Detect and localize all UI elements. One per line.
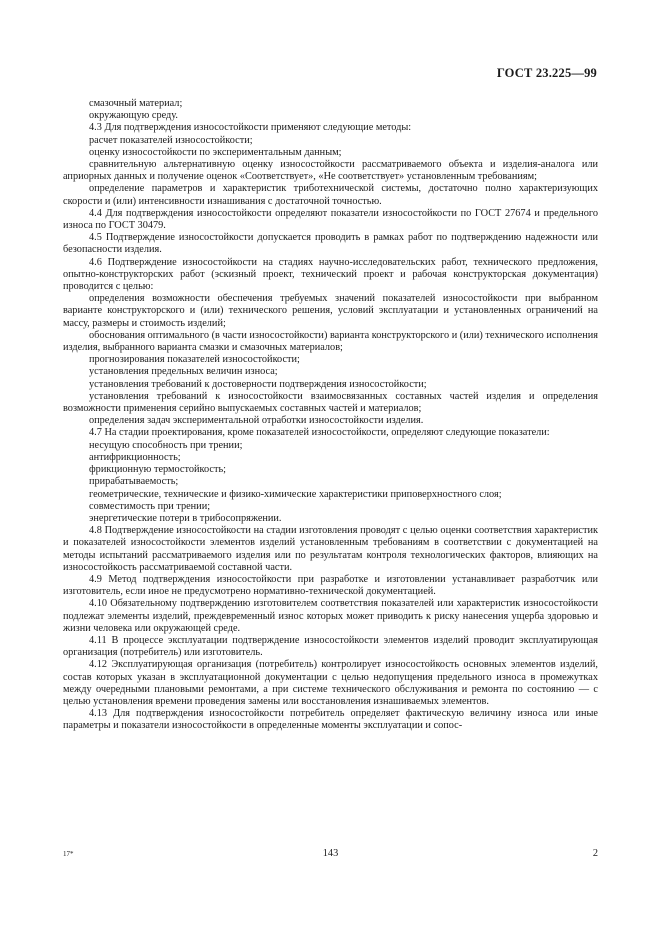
paragraph: окружающую среду. — [89, 110, 178, 122]
paragraph: смазочный материал; — [89, 98, 183, 109]
paragraph: сравнительную альтернативную оценку износостойкости рассматриваемого объекта и изделия-аналога или априорных данных и получение оценок «Соответствует», «Не соответствует» установленным требованиям; — [63, 159, 598, 183]
standard-header: ГОСТ 23.225—99 — [496, 66, 597, 80]
paragraph: 4.6 Подтверждение износостойкости на стадиях научно-исследовательских работ, технического предложения, опытно-конструкторских работ (эскизный проект, технический проект и рабочая конструкторская документация) проводится с целью: — [63, 256, 598, 293]
paragraph: 4.9 Метод подтверждения износостойкости при разработке и изготовлении устанавливает разработчик или изготовитель, если иное не предусмотрено нормативно-технической документацией. — [63, 573, 598, 598]
paragraph: прогнозирования показателей износостойкости; — [89, 354, 300, 366]
paragraph: геометрические, технические и физико-химические характеристики приповерхностного слоя; — [89, 488, 502, 500]
paragraph: 4.7 На стадии проектирования, кроме показателей износостойкости, определяют следующие показатели: — [89, 427, 550, 439]
paragraph: определение параметров и характеристик триботехнической системы, достаточно полно характеризующих скорости и (или) интенсивности изнашивания с достаточной точностью. — [63, 183, 598, 207]
sheet-number: 2 — [592, 848, 598, 859]
paragraph: 4.5 Подтверждение износостойкости допускается проводить в рамках работ по подтверждению надежности или безопасности изделия. — [63, 232, 598, 256]
paragraph: 4.10 Обязательному подтверждению изготовителем соответствия показателей или характеристик износостойкости подлежат элементы изделий, преждевременный износ которых может приводить к риску нанесения ущерба здоровью и жизни человека или окружающей среде. — [63, 598, 598, 634]
paragraph: определения возможности обеспечения требуемых значений показателей износостойкости при выбранном варианте конструкторского и (или) технического решения, условий эксплуатации и установленных ограничений на массу, размеры и стоимость изделий; — [63, 293, 598, 329]
paragraph: фрикционную термостойкость; — [89, 464, 227, 476]
paragraph: несущую способность при трении; — [89, 439, 243, 451]
paragraph: определения задач экспериментальной отработки износостойкости изделия. — [89, 415, 424, 427]
paragraph: 4.8 Подтверждение износостойкости на стадии изготовления проводят с целью оценки соответствия характеристик и показателей износостойкости элементов изделий установленным требованиям в соответствии с документацией на методы испытаний рассматриваемого изделия или по результатам контроля технологических факторов, влияющих на износостойкость рассматриваемой составной части. — [63, 525, 598, 573]
paragraph: 4.13 Для подтверждения износостойкости потребитель определяет фактическую величину износа или иные параметры и показатели износостойкости в определенные моменты эксплуатации и сопос- — [63, 708, 598, 732]
paragraph: обоснования оптимального (в части износостойкости) варианта конструкторского и (или) технического исполнения изделия, выбранного варианта смазки и смазочных материалов; — [63, 329, 598, 354]
paragraph: оценку износостойкости по экспериментальным данным; — [89, 146, 342, 158]
paragraph: энергетические потери в трибосопряжении. — [89, 512, 282, 524]
paragraph: 4.4 Для подтверждения износостойкости определяют показатели износостойкости по ГОСТ 27674 и предельного износа по ГОСТ 30479. — [63, 207, 598, 232]
paragraph: антифрикционность; — [89, 451, 181, 463]
paragraph: установления требований к достоверности подтверждения износостойкости; — [89, 378, 427, 390]
paragraph: 4.12 Эксплуатирующая организация (потребитель) контролирует износостойкость основных элементов изделий, состав которых указан в эксплуатационной документации с целью недопущения предельного износа в промежутках между очередными плановыми ремонтами, а при системе технического обслуживания и ремонта по состоянию — с целью установления времени проведения замены или восстановления изнашиваемых элементов. — [63, 659, 598, 707]
paragraph: установления требований к износостойкости взаимосвязанных составных частей изделия и определения возможности применения серийно выпускаемых составных частей и материалов; — [63, 390, 598, 415]
signature-mark: 17* — [63, 850, 74, 858]
body-text — [63, 98, 598, 733]
paragraph: прирабатываемость; — [89, 476, 179, 488]
paragraph: 4.3 Для подтверждения износостойкости применяют следующие методы: — [89, 122, 412, 134]
paragraph: установления предельных величин износа; — [89, 366, 278, 378]
paragraph: совместимость при трении; — [89, 500, 211, 512]
paragraph: 4.11 В процессе эксплуатации подтверждение износостойкости элементов изделий проводит эксплуатирующая организация (потребитель) или изготовитель. — [63, 634, 598, 659]
paragraph: расчет показателей износостойкости; — [89, 134, 253, 146]
page-number: 143 — [322, 848, 339, 859]
